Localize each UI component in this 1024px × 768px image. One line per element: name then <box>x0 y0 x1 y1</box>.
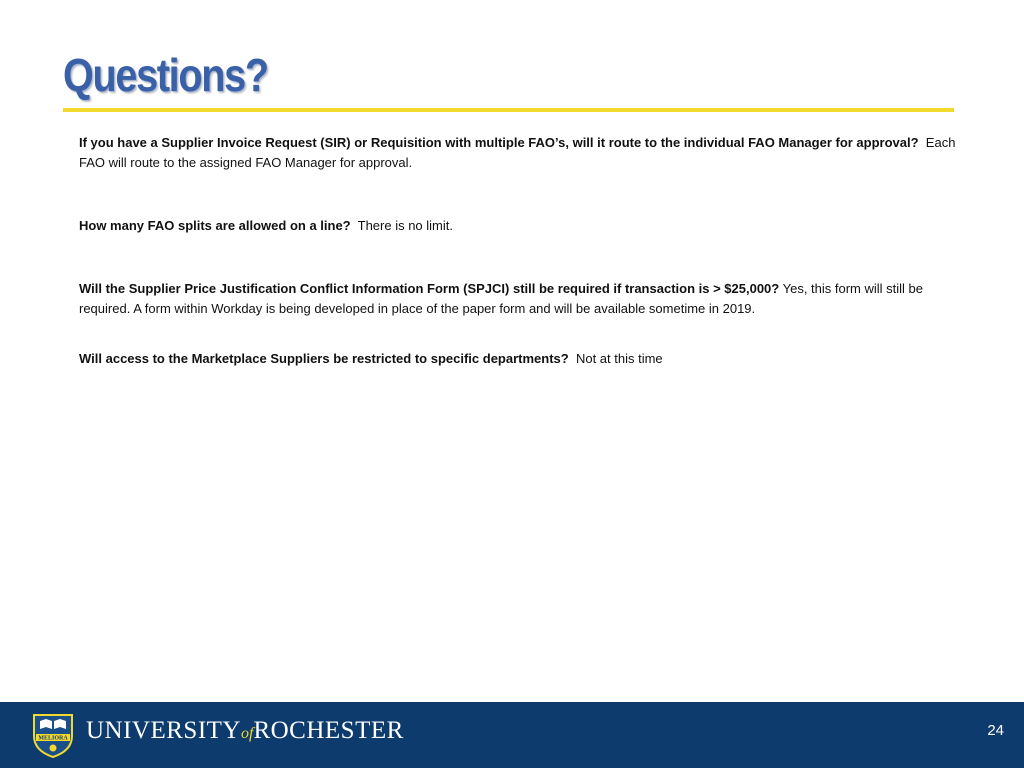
university-seal-icon <box>31 712 75 758</box>
qa-item <box>79 279 959 319</box>
answer-text: Not at this time <box>575 351 663 366</box>
wordmark-rochester: ROCHESTER <box>253 717 404 744</box>
answer-text: Each FAO will route to the assigned FAO Manager for approval. <box>79 135 956 170</box>
wordmark-of: of <box>241 725 254 742</box>
seal-motto: MELIORA <box>38 735 68 742</box>
answer-text: Yes, this form will still be required. A form within Workday is being developed in place of the paper form and will be available sometime in 2019. <box>79 281 924 316</box>
qa-item <box>79 133 959 173</box>
wordmark-university: UNIVERSITY <box>86 717 241 744</box>
title-underline <box>63 108 954 112</box>
university-wordmark <box>86 716 404 749</box>
question-text: How many FAO splits are allowed on a line? <box>79 218 351 233</box>
qa-item <box>79 216 959 236</box>
question-text: If you have a Supplier Invoice Request (SIR) or Requisition with multiple FAO’s, will it route to the individual FAO Manager for approval? <box>79 135 919 150</box>
qa-item <box>79 349 959 369</box>
answer-text: There is no limit. <box>357 218 453 233</box>
question-text: Will the Supplier Price Justification Conflict Information Form (SPJCI) still be required if transaction is > $25,000? <box>79 281 780 296</box>
page-title: Questions? <box>63 49 268 101</box>
question-text: Will access to the Marketplace Suppliers be restricted to specific departments? <box>79 351 569 366</box>
page-number: 24 <box>987 722 1004 739</box>
